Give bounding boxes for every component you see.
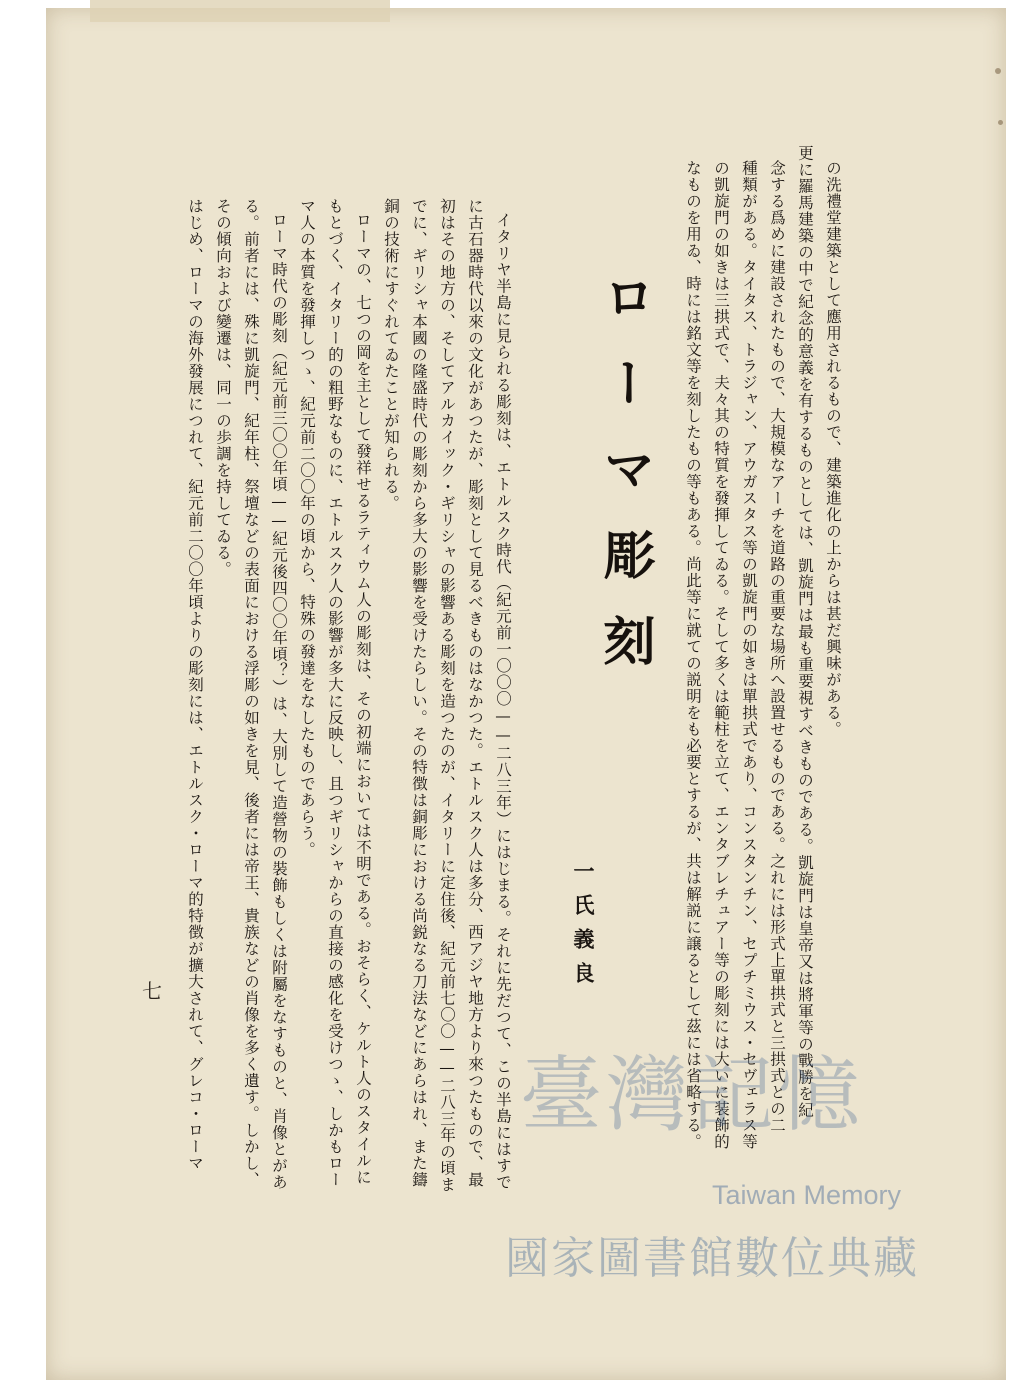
watermark-english: Taiwan Memory [712, 1180, 902, 1210]
watermark-chinese: 臺灣記憶 [520, 1048, 865, 1143]
text-column: る。前者には、殊に凱旋門、紀年柱、祭壇などの表面における浮彫の如きを見、後者には帝王、貴族などの肖像を多く遺す。しかし、 [242, 198, 260, 1188]
text-column: に古石器時代以來の文化があつたが、彫刻として見るべきものはなかつた。エトルスク人は多分、西アジヤ地方より來つたもので、最 [466, 198, 484, 1188]
text-column: はじめ、ローマの海外發展につれて、紀元前二〇〇年頃よりの彫刻には、エトルスク・ローマ的特徴が擴大されて、グレコ・ローマ [186, 198, 204, 1172]
watermark-library: 國家圖書館數位典藏 [505, 1233, 919, 1284]
text-column: ローマ時代の彫刻（紀元前三〇〇年頃——紀元後四〇〇年頃？）は、大別して造營物の裝飾もしくは附屬をなすものと、肖像とがあ [270, 212, 288, 1191]
text-column: 更に羅馬建築の中で紀念的意義を有するものとしては、凱旋門は最も重要視すべきものである。凱旋門は皇帝又は將軍等の戰勝を紀 [796, 145, 814, 1119]
page-number: 七 [142, 979, 162, 1003]
text-column: その傾向および變遷は、同一の歩調を持してゐる。 [214, 198, 232, 578]
text-column: 念する爲めに建設されたもので、大規模なアーチを道路の重要な場所へ設置せるものである。之れには形式上單拱式と三拱式との二 [768, 160, 786, 1134]
text-column: もとづく、イタリー的の粗野なものに、エトルスク人の影響が多大に反映し、且つギリシャからの直接の感化を受けつゝ、しかもロー [326, 198, 344, 1188]
text-column: イタリヤ半島に見られる彫刻は、エトルスク時代（紀元前一〇〇〇——二八三年）にはじまる。それに先だつて、この半島にはすで [494, 212, 512, 1191]
text-column: の洗禮堂建築として應用されるもので、建築進化の上からは甚だ興味がある。 [824, 160, 842, 738]
text-column: でに、ギリシャ本國の隆盛時代の彫刻から多大の影響を受けたらしい。その特徴は銅彫における尚鋭なる刀法などにあらはれ、また鑄 [410, 198, 428, 1188]
author-name: 一氏義良 [571, 860, 596, 996]
text-column: なものを用ゐ、時には銘文等を刻したもの等もある。尚此等に就ての説明をも必要とするが、共は解説に譲るとして茲には省略する。 [684, 160, 702, 1150]
text-column: の凱旋門の如きは三拱式で、夫々其の特質を發揮してゐる。そして多くは範柱を立て、エンタブレチュアー等の彫刻には大いに装飾的 [712, 160, 730, 1150]
paper-spot [998, 120, 1003, 125]
tape-strip [90, 0, 390, 22]
text-column: 初はその地方の、そしてアルカイック・ギリシャの影響ある彫刻を造つたのが、イタリーに定住後、紀元前七〇〇——二八三年の頃ま [438, 198, 456, 1193]
text-column: 種類がある。タイタス、トラジャン、アウガスタス等の凱旋門の如きは單拱式であり、コンスタンチン、セプチミウス・セヴェラス等 [740, 160, 758, 1150]
text-column: マ人の本質を發揮しつゝ、紀元前二〇〇年の頃から、特殊の發達をなしたものであらう。 [298, 198, 316, 858]
text-column: ローマの、七つの岡を主として發祥せるラティウム人の彫刻は、その初端においては不明である。おそらく、ケルト人のスタイルに [354, 212, 372, 1186]
text-column: 銅の技術にすぐれてゐたことが知られる。 [382, 198, 400, 512]
paper-spot [995, 68, 1001, 74]
article-title: ローマ彫刻 [594, 270, 655, 700]
